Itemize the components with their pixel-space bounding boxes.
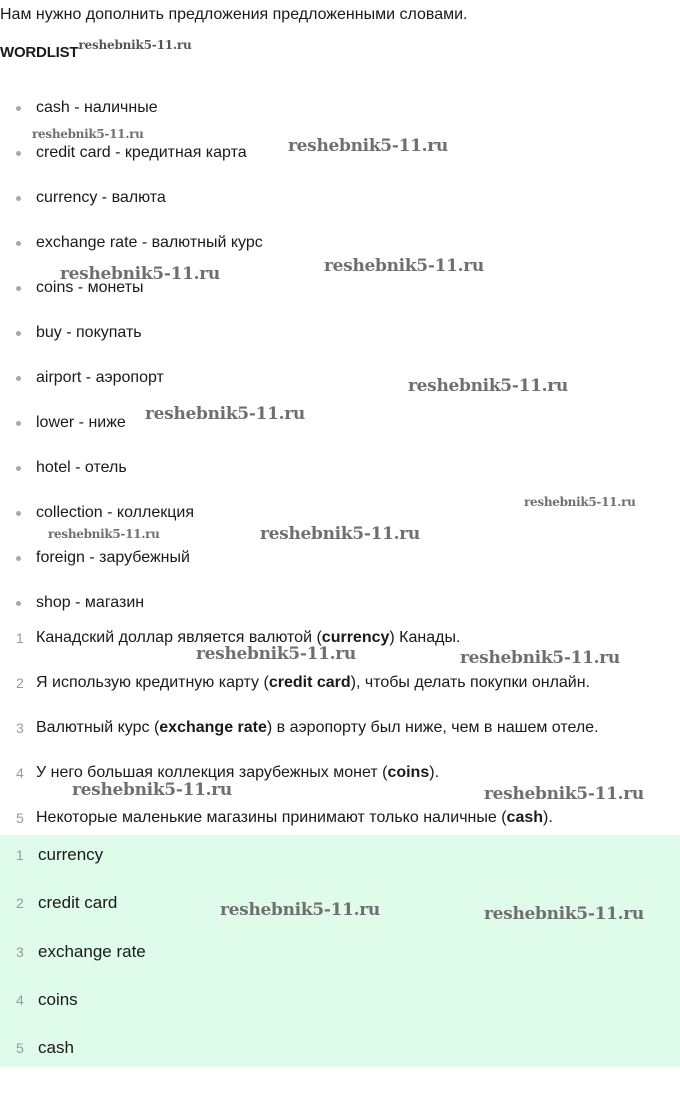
vocab-entry: hotel - отель — [36, 459, 127, 476]
answer-number: 4 — [16, 991, 24, 1008]
watermark: reshebnik5-11.ru — [288, 136, 448, 156]
sentence-before: Валютный курс ( — [36, 719, 160, 736]
bullet-icon — [16, 556, 21, 561]
bullet-icon — [16, 601, 21, 606]
watermark: reshebnik5-11.ru — [78, 38, 192, 52]
watermark: reshebnik5-11.ru — [484, 904, 644, 924]
answer-word: exchange rate — [159, 719, 267, 736]
vocabulary-list — [0, 93, 680, 633]
list-item — [0, 183, 680, 228]
list-item — [0, 543, 680, 588]
answers-list — [0, 835, 680, 1081]
answer-item — [0, 840, 680, 888]
sentence-number: 5 — [16, 810, 24, 826]
vocab-entry: collection - коллекция — [36, 504, 194, 521]
vocab-entry: currency - валюта — [36, 189, 166, 206]
bullet-icon — [16, 286, 21, 291]
watermark: reshebnik5-11.ru — [408, 376, 568, 396]
sentence-number: 4 — [16, 765, 24, 781]
list-item — [0, 318, 680, 363]
sentence-after: ) в аэропорту был ниже, чем в нашем отеле. — [266, 719, 599, 736]
list-item — [0, 363, 680, 408]
vocab-entry: cash - наличные — [36, 99, 158, 116]
bullet-icon — [16, 196, 21, 201]
sentence-after: ). — [429, 764, 440, 781]
answer-text: exchange rate — [38, 941, 146, 961]
bullet-icon — [16, 511, 21, 516]
answer-word: cash — [506, 809, 544, 826]
watermark: reshebnik5-11.ru — [48, 527, 160, 541]
sentence-text — [36, 668, 590, 698]
list-item — [0, 453, 680, 498]
sentence-item — [0, 668, 680, 713]
sentence-text — [36, 713, 599, 743]
answer-number: 5 — [16, 1040, 24, 1057]
answer-text: coins — [38, 989, 78, 1009]
wordlist-title: WORDLIST — [0, 44, 79, 61]
list-item — [0, 408, 680, 453]
vocab-entry: credit card - кредитная карта — [36, 144, 247, 161]
answer-text: credit card — [38, 893, 118, 913]
answers-panel — [0, 835, 680, 1067]
bullet-icon — [16, 421, 21, 426]
answer-item — [0, 985, 680, 1033]
watermark: reshebnik5-11.ru — [524, 495, 636, 509]
sentence-number: 1 — [16, 630, 24, 646]
vocab-entry: airport - аэропорт — [36, 369, 164, 386]
watermark: reshebnik5-11.ru — [145, 404, 305, 424]
sentence-number: 3 — [16, 720, 24, 736]
watermark: reshebnik5-11.ru — [60, 264, 220, 284]
vocab-entry: lower - ниже — [36, 414, 126, 431]
watermark: reshebnik5-11.ru — [260, 524, 420, 544]
sentence-before: Некоторые маленькие магазины принимают только наличные ( — [36, 809, 507, 826]
watermark: reshebnik5-11.ru — [72, 780, 232, 800]
answer-word: currency — [321, 629, 390, 646]
bullet-icon — [16, 376, 21, 381]
answer-text: cash — [38, 1038, 74, 1058]
watermark: reshebnik5-11.ru — [196, 644, 356, 664]
answer-text: currency — [38, 845, 104, 864]
watermark: reshebnik5-11.ru — [220, 900, 380, 920]
answer-number: 3 — [16, 943, 24, 960]
watermark: reshebnik5-11.ru — [324, 256, 484, 276]
vocab-entry: shop - магазин — [36, 594, 145, 611]
vocab-entry: buy - покупать — [36, 324, 142, 341]
bullet-icon — [16, 466, 21, 471]
sentence-number: 2 — [16, 675, 24, 691]
bullet-icon — [16, 151, 21, 156]
watermark: reshebnik5-11.ru — [32, 127, 144, 141]
sentence-after: ) Канады. — [389, 629, 461, 646]
vocab-entry: coins - монеты — [36, 279, 144, 296]
answer-number: 2 — [16, 895, 24, 912]
vocab-entry: exchange rate - валютный курс — [36, 234, 263, 251]
wordlist-heading — [0, 38, 192, 61]
answer-item — [0, 1033, 680, 1081]
sentence-before: Канадский доллар является валютой ( — [36, 629, 322, 646]
sentence-item — [0, 713, 680, 758]
sentence-before: У него большая коллекция зарубежных монет ( — [36, 764, 388, 781]
sentence-after: ). — [543, 809, 553, 826]
sentence-after: ), чтобы делать покупки онлайн. — [350, 674, 591, 691]
answer-item — [0, 937, 680, 985]
watermark: reshebnik5-11.ru — [484, 784, 644, 804]
answer-word: coins — [387, 764, 430, 781]
intro-text: Нам нужно дополнить предложения предложенными словами. — [0, 6, 468, 23]
sentence-before: Я использую кредитную карту ( — [36, 674, 269, 691]
bullet-icon — [16, 106, 21, 111]
answer-word: credit card — [268, 674, 351, 691]
watermark: reshebnik5-11.ru — [460, 648, 620, 668]
bullet-icon — [16, 241, 21, 246]
vocab-entry: foreign - зарубежный — [36, 549, 190, 566]
bullet-icon — [16, 331, 21, 336]
sentence-text — [36, 803, 553, 833]
answer-number: 1 — [16, 847, 24, 863]
